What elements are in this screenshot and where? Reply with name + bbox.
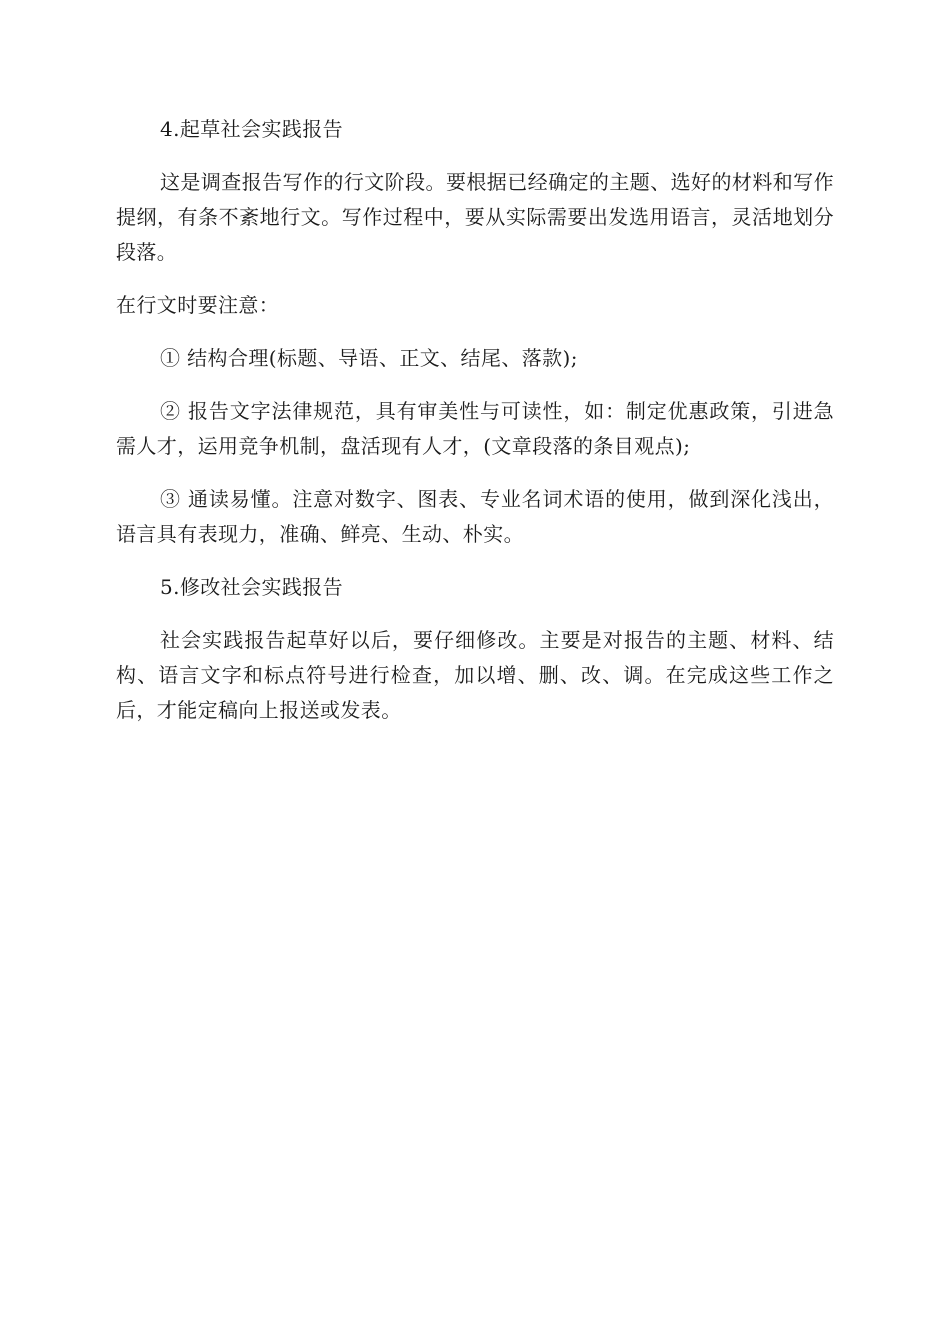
section-5-heading: 5.修改社会实践报告 bbox=[160, 575, 344, 599]
list-item-3: ③ 通读易懂。注意对数字、图表、专业名词术语的使用，做到深化浅出，语言具有表现力，准确、鲜亮、生动、朴实。 bbox=[116, 487, 834, 546]
list-item-1: ① 结构合理(标题、导语、正文、结尾、落款); bbox=[160, 346, 578, 370]
document-body bbox=[116, 112, 834, 746]
section-4-paragraph: 这是调查报告写作的行文阶段。要根据已经确定的主题、选好的材料和写作提纲，有条不紊地行文。写作过程中，要从实际需要出发选用语言，灵活地划分段落。 bbox=[116, 170, 834, 264]
section-5-paragraph: 社会实践报告起草好以后，要仔细修改。主要是对报告的主题、材料、结构、语言文字和标点符号进行检查，加以增、删、改、调。在完成这些工作之后，才能定稿向上报送或发表。 bbox=[116, 628, 834, 722]
section-4-heading: 4.起草社会实践报告 bbox=[160, 117, 344, 141]
section-4-note: 在行文时要注意： bbox=[116, 293, 280, 317]
list-item-2: ② 报告文字法律规范，具有审美性与可读性，如：制定优惠政策，引进急需人才，运用竞争机制，盘活现有人才，(文章段落的条目观点); bbox=[116, 399, 834, 458]
